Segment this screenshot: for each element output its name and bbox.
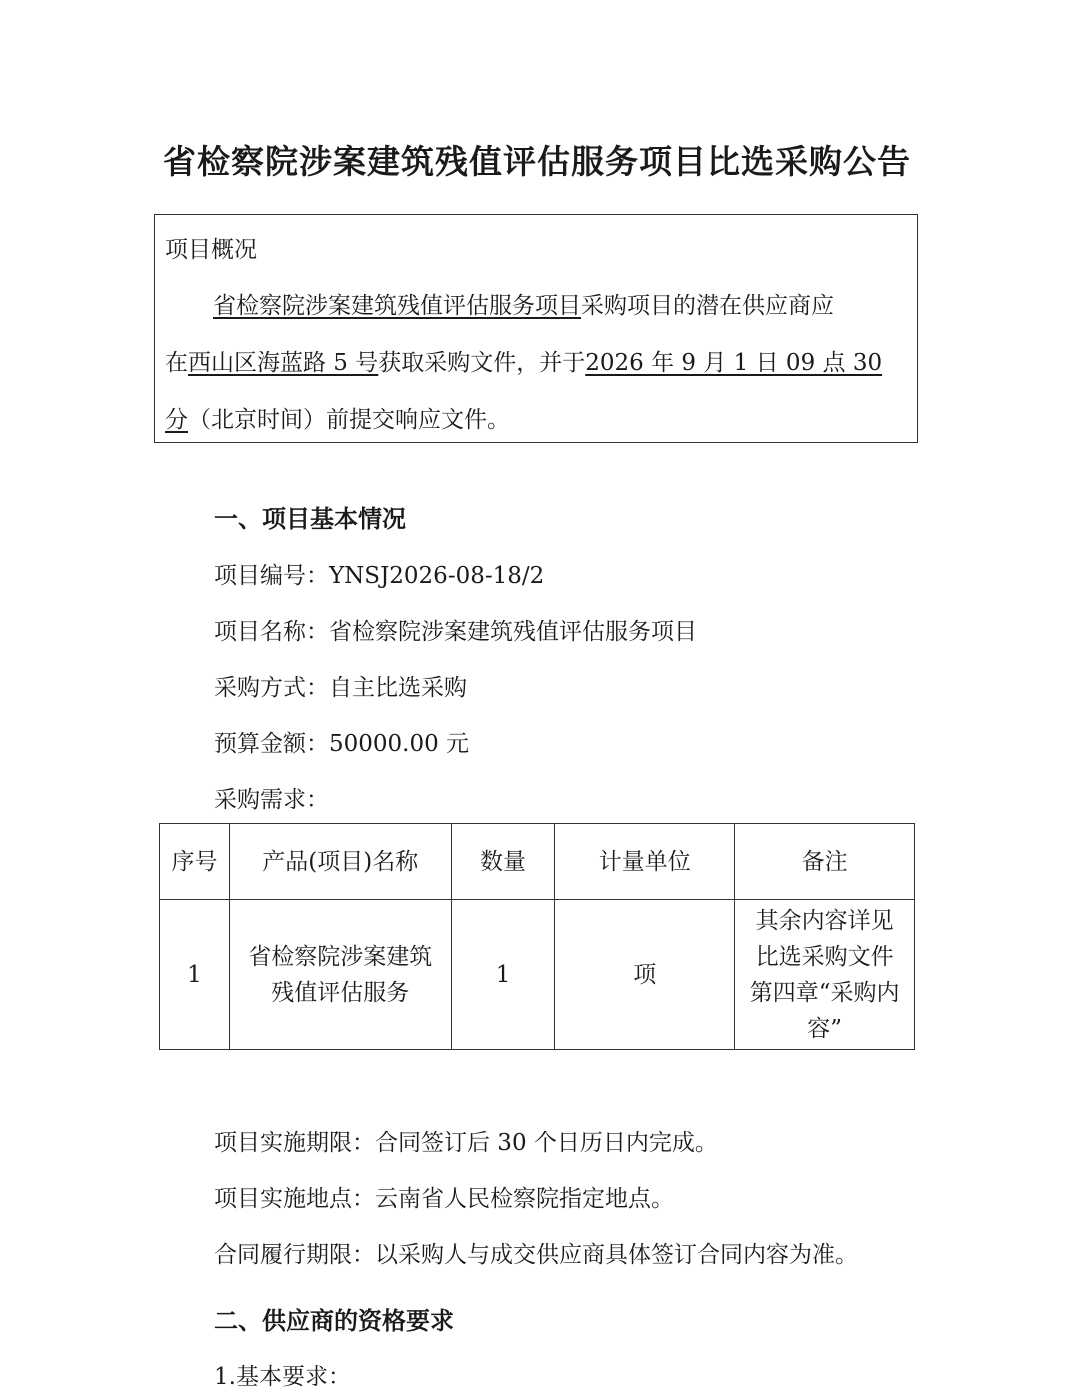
table-row <box>160 900 915 1050</box>
cell-quantity: 1 <box>451 900 555 1050</box>
overview-project-name: 省检察院涉案建筑残值评估服务项目 <box>213 293 581 319</box>
procurement-method: 采购方式：自主比选采购 <box>214 675 467 701</box>
overview-deadline-minute-unit: 分 <box>165 407 188 433</box>
budget-amount: 预算金额：50000.00 元 <box>214 731 470 757</box>
overview-line2-prefix: 在 <box>165 350 188 376</box>
cell-remark: 其余内容详见比选采购文件第四章“采购内容” <box>735 900 915 1050</box>
overview-line-1 <box>213 287 834 320</box>
section-2-heading: 二、供应商的资格要求 <box>214 1307 454 1335</box>
overview-heading: 项目概况 <box>165 237 257 263</box>
cell-unit: 项 <box>555 900 735 1050</box>
contract-period: 合同履行期限：以采购人与成交供应商具体签订合同内容为准。 <box>214 1242 858 1268</box>
implementation-location: 项目实施地点：云南省人民检察院指定地点。 <box>214 1186 674 1212</box>
cell-index: 1 <box>160 900 230 1050</box>
document-title: 省检察院涉案建筑残值评估服务项目比选采购公告 <box>163 142 911 181</box>
project-overview-box <box>154 214 918 443</box>
header-unit: 计量单位 <box>555 824 735 900</box>
requirements-table <box>159 823 915 1050</box>
overview-pickup-place: 西山区海蓝路 5 号 <box>188 350 379 376</box>
project-name: 项目名称：省检察院涉案建筑残值评估服务项目 <box>214 619 697 645</box>
basic-requirements-label: 1.基本要求： <box>214 1364 351 1390</box>
overview-line3-rest: （北京时间）前提交响应文件。 <box>188 407 510 433</box>
procurement-requirements-label: 采购需求： <box>214 787 329 813</box>
header-quantity: 数量 <box>451 824 555 900</box>
table-header-row <box>160 824 915 900</box>
header-remark: 备注 <box>735 824 915 900</box>
overview-line-2 <box>165 344 882 377</box>
implementation-period: 项目实施期限：合同签订后 30 个日历日内完成。 <box>214 1130 718 1156</box>
header-product-name: 产品(项目)名称 <box>229 824 451 900</box>
project-number: 项目编号：YNSJ2026-08-18/2 <box>214 563 545 589</box>
header-index: 序号 <box>160 824 230 900</box>
overview-line-3 <box>165 401 510 434</box>
cell-product-name: 省检察院涉案建筑残值评估服务 <box>229 900 451 1050</box>
overview-deadline-date: 2026 年 9 月 1 日 09 点 30 <box>585 350 883 376</box>
overview-line1-rest: 采购项目的潜在供应商应 <box>581 293 834 319</box>
section-1-heading: 一、项目基本情况 <box>214 505 406 533</box>
overview-line2-mid: 获取采购文件，并于 <box>378 350 586 376</box>
